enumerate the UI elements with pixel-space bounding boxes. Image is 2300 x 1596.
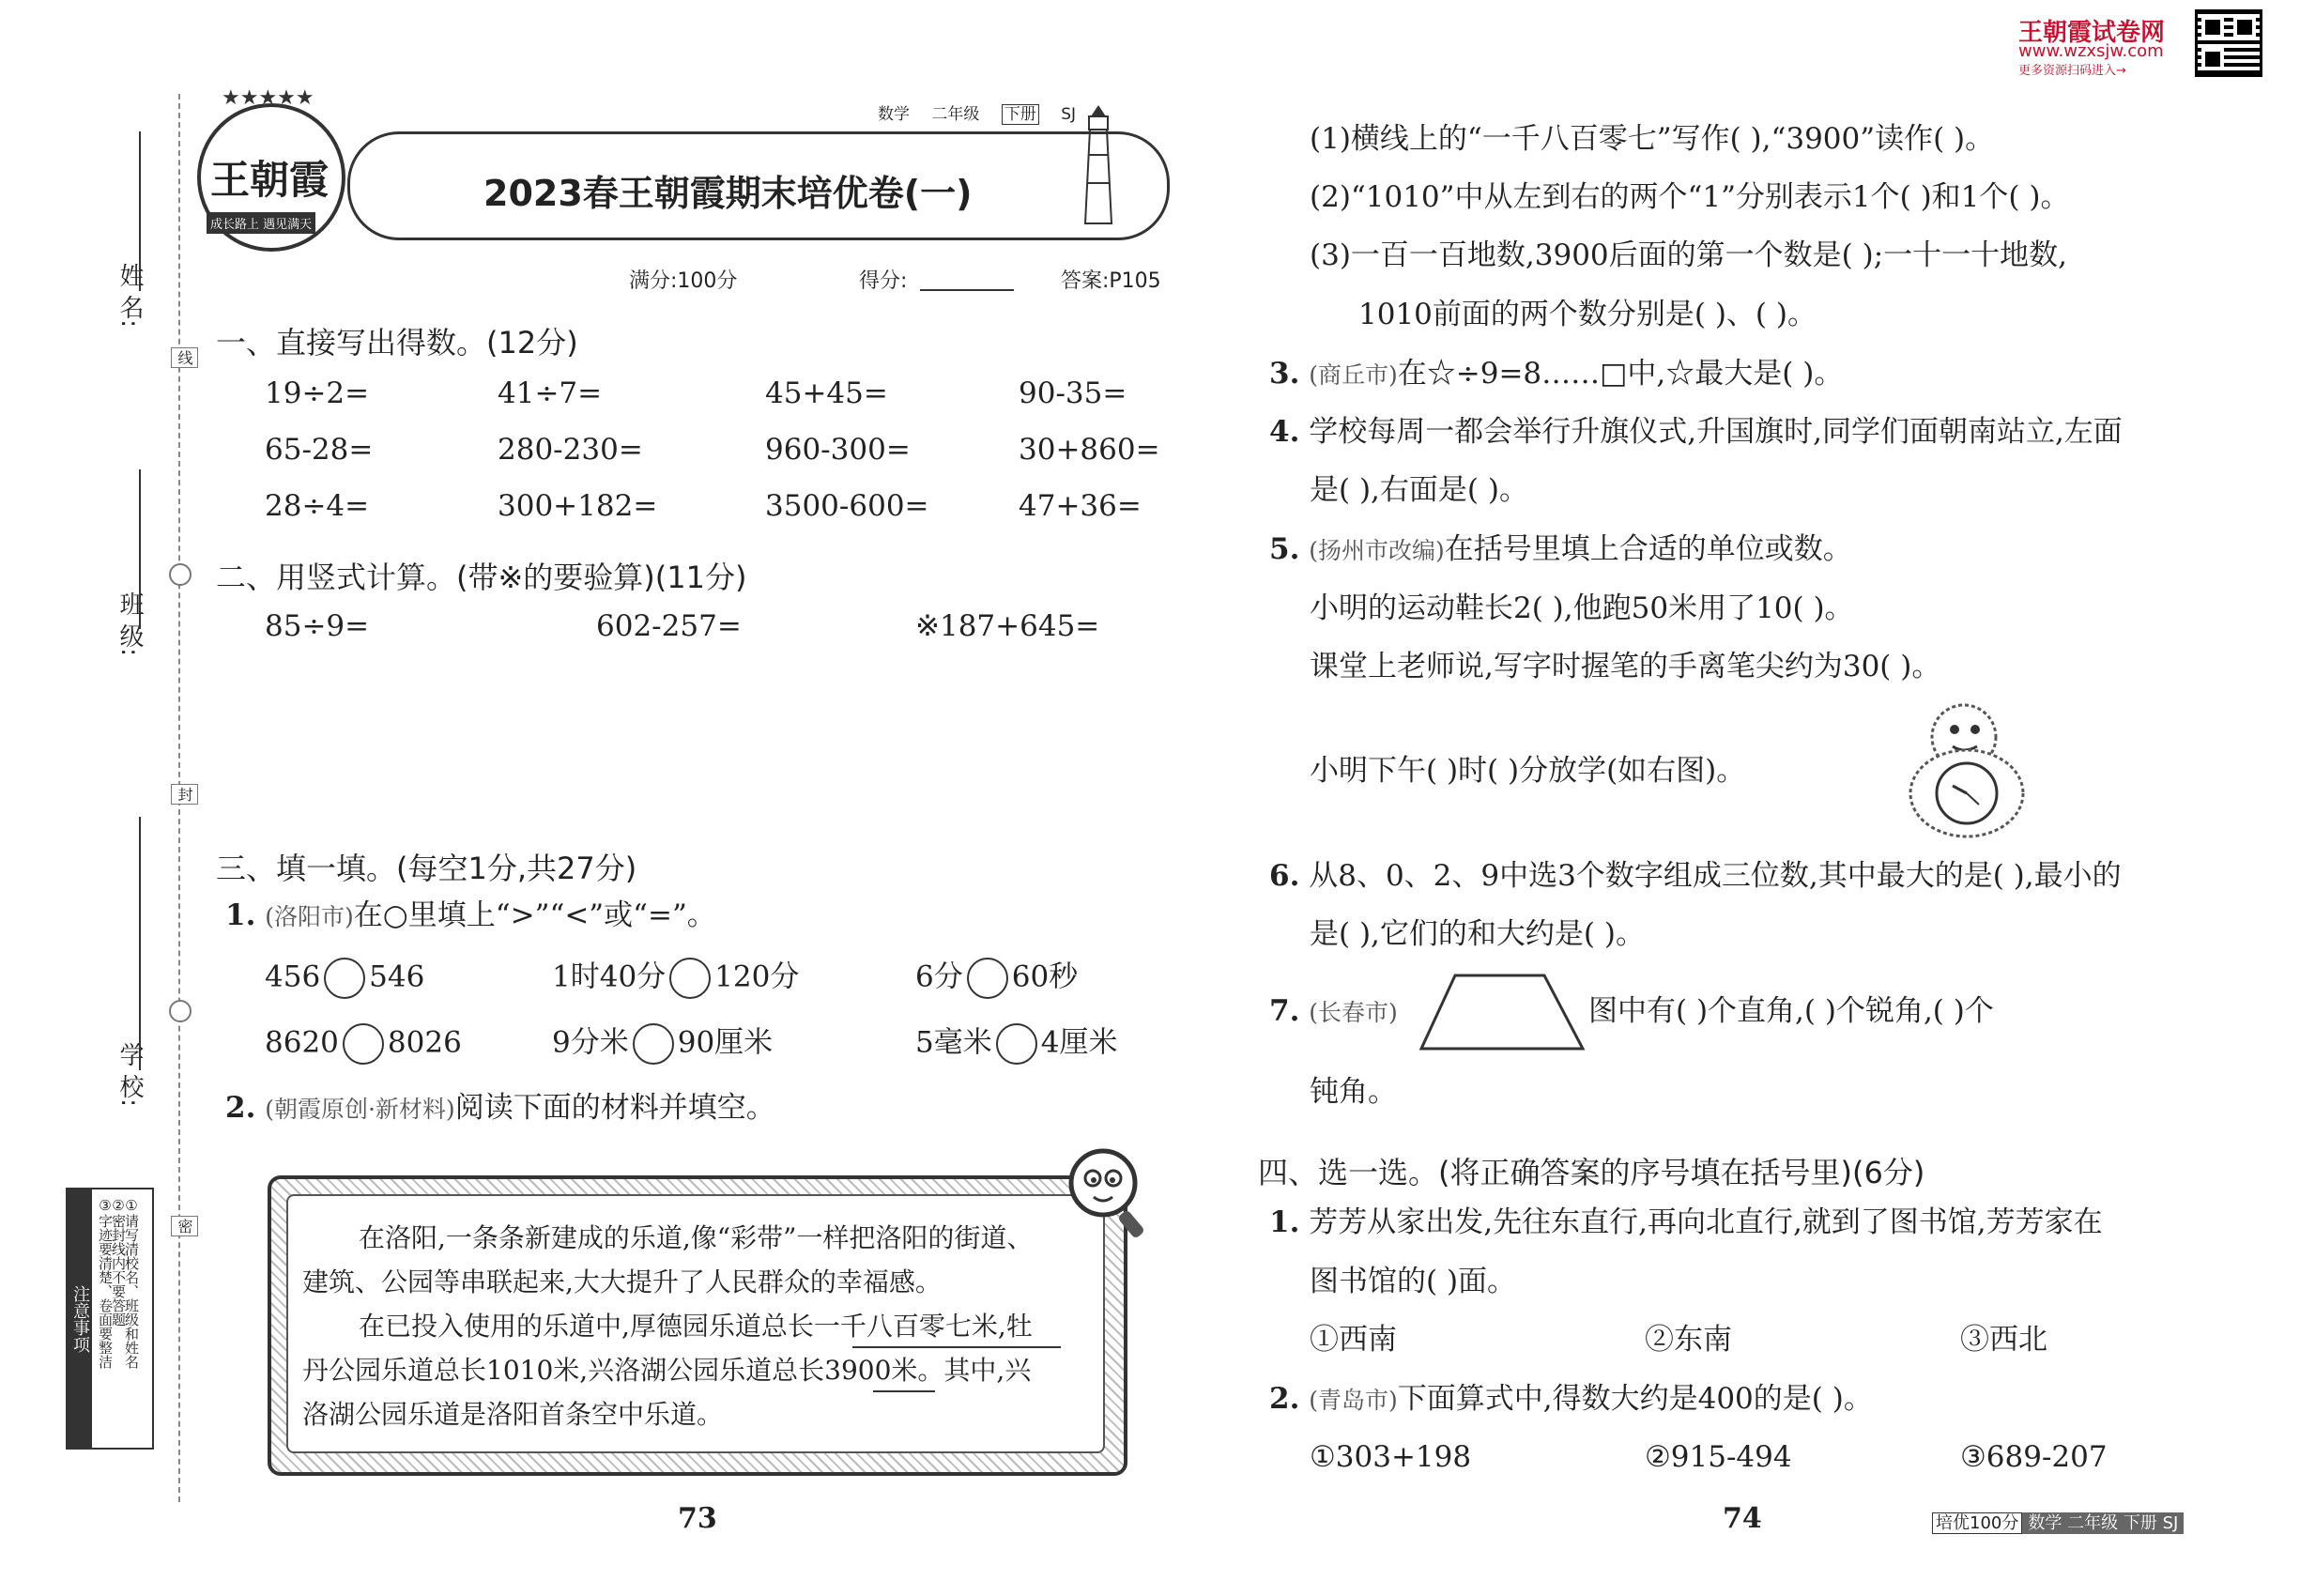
- page-number-right: 74: [1723, 1502, 1762, 1535]
- brand-slogan: 成长路上 遇见满天: [207, 212, 315, 234]
- compare-circle[interactable]: [669, 958, 711, 999]
- choice-option[interactable]: ①西南: [1310, 1323, 1397, 1357]
- duck-clock-icon: [1906, 699, 2032, 840]
- qr-code-icon[interactable]: [2195, 9, 2262, 77]
- notes-title: 注意事项: [68, 1189, 92, 1448]
- compare-item: 9分米 90厘米: [552, 1023, 773, 1065]
- question-5-line1: 小明的运动鞋长2( ),他跑50米用了10( )。: [1310, 591, 1854, 625]
- calc-item: 19÷2=: [265, 376, 370, 410]
- calc-item: 960-300=: [765, 433, 911, 467]
- name-label: 姓 名:: [115, 263, 144, 329]
- choice-question-1-cont: 图书馆的( )面。: [1310, 1265, 1517, 1298]
- calc-item: 65-28=: [265, 433, 374, 467]
- calc-item: 300+182=: [498, 489, 658, 523]
- note-item: ③字迹要清楚、卷面要整洁: [97, 1197, 114, 1369]
- compare-circle[interactable]: [967, 958, 1008, 999]
- calc-item: 280-230=: [498, 433, 643, 467]
- note-item: ②密封线内不要答题: [110, 1197, 127, 1327]
- choice-option[interactable]: ②东南: [1645, 1323, 1732, 1357]
- score-label: 得分:: [859, 269, 908, 293]
- calc-item: 45+45=: [765, 376, 888, 410]
- answer-ref: 答案:P105: [1061, 269, 1161, 293]
- site-name: 王朝霞试卷网: [2018, 19, 2166, 47]
- calc-item: 41÷7=: [498, 376, 603, 410]
- compare-item: 6分 60秒: [915, 958, 1078, 999]
- compare-circle[interactable]: [343, 1023, 384, 1065]
- compare-circle[interactable]: [996, 1023, 1037, 1065]
- page-title: 2023春王朝霞期末培优卷(一): [483, 173, 973, 214]
- section-4-title: 四、选一选。(将正确答案的序号填在括号里)(6分): [1258, 1155, 1925, 1190]
- class-label: 班 级:: [115, 591, 144, 657]
- q2-sub-1: (1)横线上的“一千八百零七”写作( ),“3900”读作( )。: [1310, 122, 1995, 156]
- underline-mark: [873, 1390, 935, 1392]
- note-item: ①请写清校名、班级和姓名: [123, 1197, 140, 1369]
- section-2-title: 二、用竖式计算。(带※的要验算)(11分): [216, 560, 747, 595]
- site-scan-hint: 更多资源扫码进入→: [2018, 64, 2126, 78]
- vertical-calc-item: ※187+645=: [915, 609, 1100, 643]
- question-6-cont: 是( ),它们的和大约是( )。: [1310, 917, 1645, 951]
- question-5-line2: 课堂上老师说,写字时握笔的手离笔尖约为30( )。: [1310, 650, 1941, 683]
- class-line: [139, 469, 141, 629]
- question-6: 6. 从8、0、2、9中选3个数字组成三位数,其中最大的是( ),最小的: [1269, 859, 2122, 893]
- school-line: [139, 817, 141, 1070]
- question-7-text: 图中有( )个直角,( )个锐角,( )个: [1588, 994, 1994, 1028]
- q2-sub-2: (2)“1010”中从左到右的两个“1”分别表示1个( )和1个( )。: [1310, 180, 2070, 214]
- reading-line: 洛湖公园乐道是洛阳首条空中乐道。: [302, 1399, 724, 1430]
- underline-mark: [852, 1346, 1061, 1348]
- compare-item: 5毫米 4厘米: [915, 1023, 1117, 1065]
- seal-dot: [169, 1000, 192, 1022]
- q2-sub-3: (3)一百一百地数,3900后面的第一个数是( );一十一十地数,: [1310, 238, 2067, 272]
- q2-sub-3b: 1010前面的两个数分别是( )、( )。: [1358, 298, 1817, 331]
- question-5: 5. (扬州市改编)在括号里填上合适的单位或数。: [1269, 532, 1852, 566]
- question-7: 7. (长春市): [1269, 994, 1398, 1028]
- question-3: 3. (商丘市)在☆÷9=8……□中,☆最大是( )。: [1269, 357, 1844, 391]
- question-4-cont: 是( ),右面是( )。: [1310, 473, 1528, 507]
- magnifier-icon: [1061, 1141, 1155, 1244]
- question-text: 在○里填上“>”“<”或“=”。: [353, 898, 716, 932]
- reading-line: 在洛阳,一条条新建成的乐道,像“彩带”一样把洛阳的街道、: [359, 1222, 1034, 1253]
- question-5-line3: 小明下午( )时( )分放学(如右图)。: [1310, 754, 1746, 788]
- seal-mark: 密: [171, 1216, 198, 1236]
- question-number: 2.: [225, 1091, 256, 1125]
- site-url: www.wzxsjw.com: [2018, 41, 2164, 61]
- choice-question-1: 1. 芳芳从家出发,先往东直行,再向北直行,就到了图书馆,芳芳家在: [1269, 1205, 2103, 1239]
- question-number: 1.: [225, 898, 256, 932]
- footer-info: 数学 二年级 下册 SJ: [2022, 1512, 2184, 1534]
- seal-mark: 封: [171, 784, 198, 805]
- section-1-title: 一、直接写出得数。(12分): [216, 325, 578, 361]
- seal-dot: [169, 563, 192, 586]
- calc-item: 30+860=: [1019, 433, 1160, 467]
- vertical-calc-item: 602-257=: [596, 609, 742, 643]
- question-text: 阅读下面的材料并填空。: [454, 1091, 775, 1125]
- question-3-1: [225, 898, 716, 932]
- calc-item: 3500-600=: [765, 489, 929, 523]
- trapezoid-figure: [1418, 972, 1587, 1051]
- vertical-calc-item: 85÷9=: [265, 609, 370, 643]
- footer-brand: 培优100分: [1932, 1512, 2022, 1534]
- choice-option[interactable]: ③西北: [1960, 1323, 2047, 1357]
- section-3-title: 三、填一填。(每空1分,共27分): [216, 851, 637, 886]
- compare-item: 8620 8026: [265, 1023, 462, 1065]
- question-3-2: [225, 1091, 775, 1125]
- compare-circle[interactable]: [633, 1023, 674, 1065]
- brand-stars: ★★★★★: [222, 86, 314, 110]
- notes-box: [66, 1188, 154, 1450]
- calc-item: 28÷4=: [265, 489, 370, 523]
- question-7-cont: 钝角。: [1310, 1075, 1397, 1109]
- full-score: 满分:100分: [629, 269, 738, 293]
- subject-tags: [878, 100, 1076, 124]
- seal-mark: 线: [171, 347, 198, 368]
- choice-option[interactable]: ①303+198: [1310, 1440, 1472, 1474]
- choice-question-2: 2. (青岛市)下面算式中,得数大约是400的是( )。: [1269, 1382, 1873, 1416]
- calc-item: 90-35=: [1019, 376, 1127, 410]
- compare-item: 456 546: [265, 958, 424, 999]
- name-line: [139, 131, 141, 291]
- footer-tag: [1932, 1510, 2184, 1534]
- page-number-left: 73: [678, 1502, 717, 1535]
- calc-item: 47+36=: [1019, 489, 1142, 523]
- choice-option[interactable]: ②915-494: [1645, 1440, 1792, 1474]
- compare-item: 1时40分 120分: [552, 958, 799, 999]
- question-4: 4. 学校每周一都会举行升旗仪式,升国旗时,同学们面朝南站立,左面: [1269, 415, 2123, 449]
- tag: SJ: [1061, 105, 1077, 124]
- reading-line: 在已投入使用的乐道中,厚德园乐道总长一千八百零七米,牡: [359, 1311, 1033, 1342]
- lighthouse-icon: [1080, 103, 1117, 225]
- question-source: (朝霞原创·新材料): [265, 1096, 455, 1123]
- reading-line: 丹公园乐道总长1010米,兴洛湖公园乐道总长3900米。其中,兴: [302, 1355, 1032, 1386]
- reading-line: 建筑、公园等串联起来,大大提升了人民群众的幸福感。: [302, 1266, 942, 1297]
- question-source: (洛阳市): [265, 903, 354, 930]
- score-line: [920, 289, 1014, 291]
- brand-logo: [197, 86, 345, 252]
- tag: 二年级: [931, 105, 980, 124]
- tag: 下册: [1002, 104, 1039, 125]
- brand-name: 王朝霞: [210, 157, 330, 203]
- school-label: 学 校:: [115, 1042, 144, 1108]
- compare-circle[interactable]: [324, 958, 365, 999]
- choice-option[interactable]: ③689-207: [1960, 1440, 2108, 1474]
- tag: 数学: [878, 105, 910, 124]
